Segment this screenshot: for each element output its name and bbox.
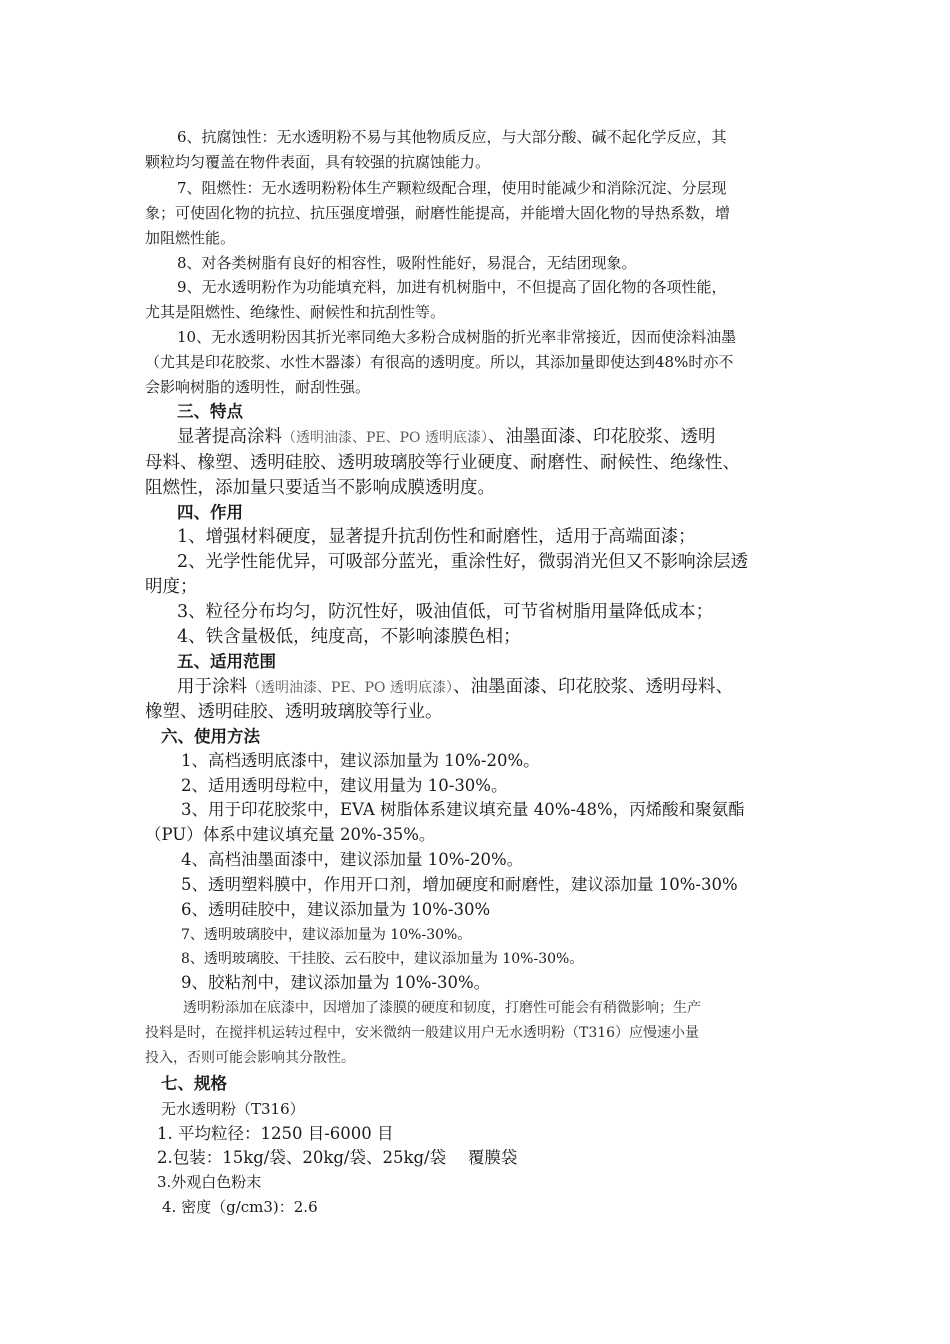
item7-line2: 象；可使固化物的抗拉、抗压强度增强，耐磨性能提高，并能增大固化物的导热系数，增 bbox=[145, 204, 731, 222]
section6-item4: 4、高档油墨面漆中，建议添加量 10%-20%。 bbox=[181, 850, 524, 869]
item10-line1: 10、无水透明粉因其折光率同绝大多粉合成树脂的折光率非常接近，因而使涂料油墨 bbox=[177, 328, 737, 346]
item7-line1: 7、阻燃性：无水透明粉粉体生产颗粒级配合理，使用时能减少和消除沉淀、分层现 bbox=[177, 179, 727, 197]
spec-density: 4. 密度（g/cm3)：2.6 bbox=[162, 1198, 318, 1216]
section3-line1-c: 、油墨面漆、印花胶浆、透明 bbox=[488, 427, 716, 447]
spec-particle-size: 1. 平均粒径：1250 目-6000 目 bbox=[157, 1124, 394, 1143]
section4-line3: 明度； bbox=[145, 577, 198, 597]
spec-packaging: 2.包装：15kg/袋、20kg/袋、25kg/袋 覆膜袋 bbox=[157, 1148, 518, 1167]
item9-line2: 尤其是阻燃性、绝缘性、耐候性和抗刮性等。 bbox=[145, 303, 446, 321]
section7-product: 无水透明粉（T316） bbox=[161, 1100, 305, 1118]
section5-line1-c: 、油墨面漆、印花胶浆、透明母料、 bbox=[453, 677, 733, 697]
section6-item1: 1、高档透明底漆中，建议添加量为 10%-20%。 bbox=[181, 751, 540, 770]
section6-item7: 7、透明玻璃胶中，建议添加量为 10%-30%。 bbox=[181, 927, 472, 943]
section6-note-line2: 投料是时，在搅拌机运转过程中，安米微纳一般建议用户无水透明粉（T316）应慢速小量 bbox=[145, 1025, 700, 1041]
section4-line4: 3、粒径分布均匀，防沉性好，吸油值低，可节省树脂用量降低成本； bbox=[177, 602, 714, 622]
section3-heading: 三、特点 bbox=[177, 402, 243, 421]
section3-line2: 母料、橡塑、透明硅胶、透明玻璃胶等行业硬度、耐磨性、耐候性、绝缘性、 bbox=[145, 453, 740, 473]
section3-line1-b: （透明油漆、PE、PO 透明底漆） bbox=[282, 430, 488, 446]
item6-line1: 6、抗腐蚀性：无水透明粉不易与其他物质反应，与大部分酸、碱不起化学反应，其 bbox=[177, 128, 727, 146]
section4-line5: 4、铁含量极低，纯度高，不影响漆膜色相； bbox=[177, 627, 521, 647]
section6-item9: 9、胶粘剂中，建议添加量为 10%-30%。 bbox=[181, 973, 491, 992]
section6-item8: 8、透明玻璃胶、干挂胶、云石胶中，建议添加量为 10%-30%。 bbox=[181, 951, 584, 967]
section6-item6: 6、透明硅胶中，建议添加量为 10%-30% bbox=[181, 900, 491, 919]
section5-line2: 橡塑、透明硅胶、透明玻璃胶等行业。 bbox=[145, 702, 443, 722]
item9-line1: 9、无水透明粉作为功能填充料，加进有机树脂中，不但提高了固化物的各项性能， bbox=[177, 278, 727, 296]
section4-line2: 2、光学性能优异，可吸部分蓝光，重涂性好，微弱消光但又不影响涂层透 bbox=[177, 552, 749, 572]
section6-heading: 六、使用方法 bbox=[161, 727, 260, 746]
item7-line3: 加阻燃性能。 bbox=[145, 229, 236, 247]
section7-heading: 七、规格 bbox=[161, 1074, 227, 1093]
section5-line1-a: 用于涂料 bbox=[177, 677, 247, 697]
section5-heading: 五、适用范围 bbox=[177, 652, 276, 671]
section3-line1 bbox=[177, 429, 716, 447]
section6-note-line3: 投入，否则可能会影响其分散性。 bbox=[145, 1050, 355, 1066]
section3-line1-a: 显著提高涂料 bbox=[177, 427, 282, 447]
section6-item5: 5、透明塑料膜中，作用开口剂，增加硬度和耐磨性，建议添加量 10%-30% bbox=[181, 875, 738, 894]
item10-line2: （尤其是印花胶浆、水性木器漆）有很高的透明度。所以，其添加量即使达到48%时亦不 bbox=[145, 353, 734, 371]
section3-line3: 阻燃性，添加量只要适当不影响成膜透明度。 bbox=[145, 478, 495, 498]
item6-line2: 颗粒均匀覆盖在物件表面，具有较强的抗腐蚀能力。 bbox=[145, 153, 491, 171]
section6-note-line1: 透明粉添加在底漆中，因增加了漆膜的硬度和韧度，打磨性可能会有稍微影响；生产 bbox=[183, 1000, 701, 1016]
item8-line1: 8、对各类树脂有良好的相容性，吸附性能好，易混合，无结团现象。 bbox=[177, 254, 637, 272]
item10-line3: 会影响树脂的透明性，耐刮性强。 bbox=[145, 378, 371, 396]
section4-line1: 1、增强材料硬度，显著提升抗刮伤性和耐磨性，适用于高端面漆； bbox=[177, 527, 696, 547]
section4-heading: 四、作用 bbox=[177, 503, 243, 522]
section5-line1-b: （透明油漆、PE、PO 透明底漆） bbox=[247, 680, 453, 696]
spec-appearance: 3.外观白色粉末 bbox=[157, 1173, 262, 1191]
section6-item3a: 3、用于印花胶浆中，EVA 树脂体系建议填充量 40%-48%，丙烯酸和聚氨酯 bbox=[181, 800, 745, 819]
section5-line1 bbox=[177, 679, 733, 697]
section6-item2: 2、适用透明母粒中，建议用量为 10-30%。 bbox=[181, 776, 508, 795]
section6-item3b: （PU）体系中建议填充量 20%-35%。 bbox=[145, 825, 436, 844]
